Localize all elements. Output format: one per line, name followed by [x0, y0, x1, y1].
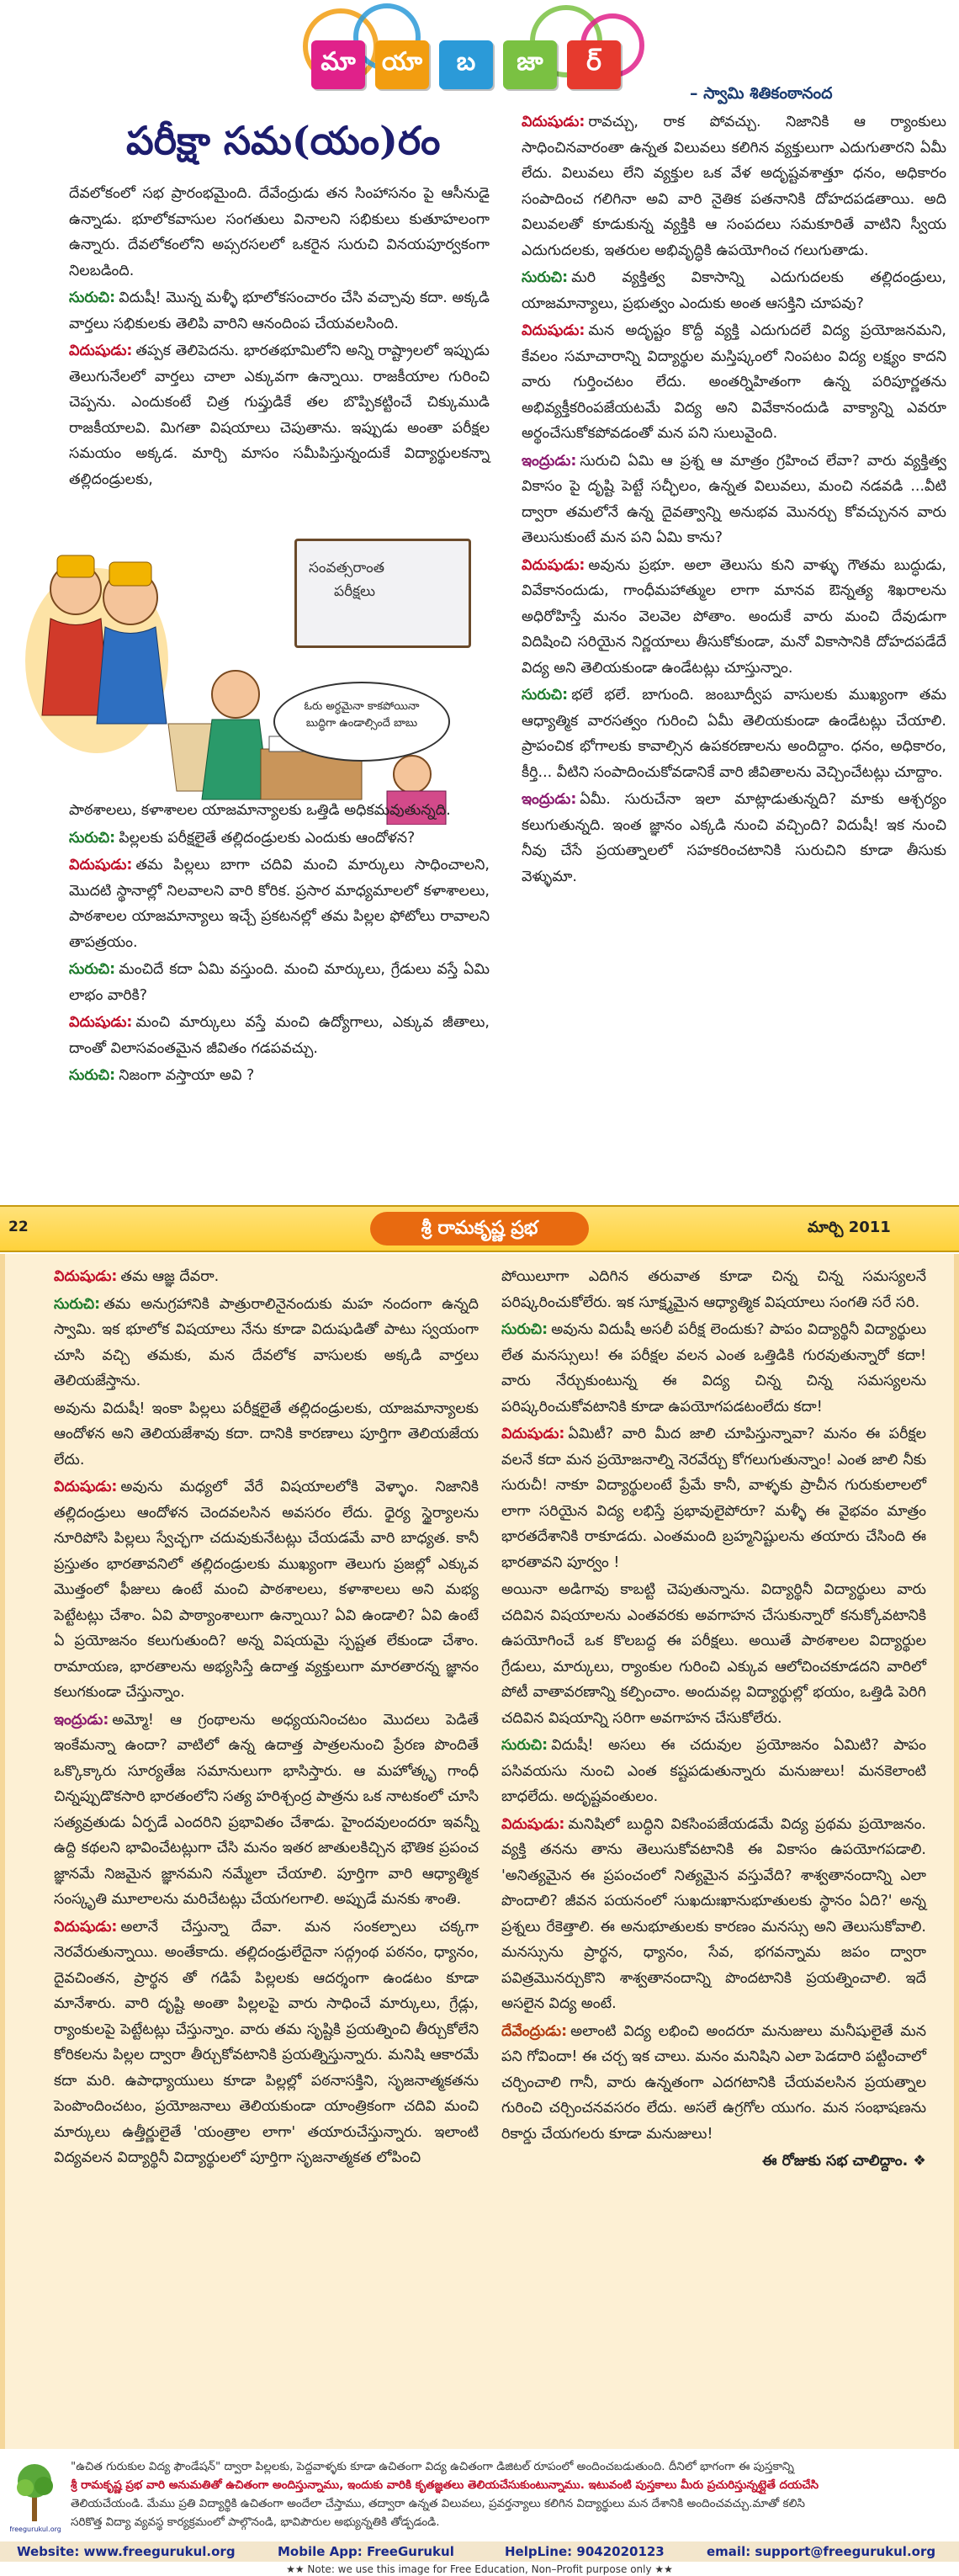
speaker-name: విదుషుడు:: [522, 322, 585, 339]
dialogue-paragraph: [54, 1474, 479, 1706]
speaker-name: విదుషుడు:: [54, 1479, 118, 1495]
page-two: [0, 1254, 959, 2449]
dialogue-text: రావచ్చు, రాక పోవచ్చు. నిజానికి ఆ ర్యాంకులు సాధించినవారంతా ఉన్నత విలువలు కలిగిన వ్యక్తులుగా ఎదుగుతారని ఏమీ లేదు. విలువలు లేని వ్యక్తుల ఒక వేళ అదృష్టవశాత్తూ ధనం, అధికారం సంపాదించ గలిగినా అవి వారి నైతిక పతనానికి దోహదపడతాయి. అది విలువలతో కూడుకున్న వ్యక్తికి ఆ సంపదలు సమకూరితే వాటిని స్వీయ ఎదుగుదలకు, ఇతరుల అభివృద్ధికి ఉపయోగించ గలుగుతాడు.: [522, 114, 946, 259]
speaker-name: దేవేంద్రుడు:: [501, 2022, 568, 2040]
dialogue-text: అవును విదుషీ! ఇంకా పిల్లలు పరీక్షలైతే తల్లిదండ్రులకు, యాజమాన్యాలకు ఆందోళన అని తెలియజేశావు కదా. దానికి కారణాలు పూర్తిగా తెలియజేయ లేదు.: [54, 1400, 479, 1469]
dialogue-paragraph: [54, 1708, 479, 1913]
dialogue-paragraph: [501, 1733, 926, 1810]
footer-description: [71, 2457, 946, 2531]
dialogue-text: విదుషీ! మొన్న మళ్ళీ భూలోకసంచారం చేసి వచ్చావు కదా. అక్కడి వార్తలు సభికులకు తెలిపి వారిని ఆనందింప చేయవలసింది.: [69, 289, 490, 332]
dialogue-paragraph: [54, 1396, 479, 1474]
dialogue-text: మన అదృష్టం కొద్దీ వ్యక్తి ఎదుగుదలే విద్య ప్రయోజనమని, కేవలం సమాచారాన్ని విద్యార్థుల మస్తిష్కంలో నింపటం విద్య లక్ష్యం కాదని వారు గుర్తించటం లేదు. అంతర్నిహితంగా ఉన్న పరిపూర్ణతను అభివ్యక్తీకరింపజేయటమే విద్య అని వివేకానందుడి వాక్యాన్ని ఎవరూ అర్థంచేసుకోకపోవడంతో మన పని సులువైంది.: [522, 322, 946, 442]
masthead-letter: మా: [311, 40, 365, 89]
dialogue-paragraph: [69, 338, 490, 492]
speaker-name: విదుషుడు:: [69, 1014, 133, 1031]
page-number: 22: [8, 1219, 29, 1235]
dialogue-text: భలే భలే. బాగుంది. జంబూద్వీప వాసులకు ముఖ్యంగా తమ ఆధ్యాత్మిక వారసత్వం గురించి ఏమీ తెలియకుండా ఉండేటట్లు చేయాలి. ప్రాపంచిక భోగాలకు కావాల్సిన ఉపకరణాలను అందిద్దాం. ధనం, అధికారం, కీర్తి... వీటిని సంపాదించుకోవడానికే వారి జీవితాలను వెచ్చించేటట్లు చూద్దాం.: [522, 687, 946, 781]
dialogue-text: విదుషీ! అసలు ఈ చదువుల ప్రయోజనం ఏమిటి? పాపం పసివయసు నుంచి ఎంత కష్టపడుతున్నారు మనుజులు! మనకెలాంటి బాధలేదు. అదృష్టవంతులం.: [501, 1737, 926, 1805]
speaker-name: సురుచి:: [501, 1321, 548, 1338]
speaker-name: విదుషుడు:: [54, 1268, 118, 1285]
dialogue-text: అవును మధ్యలో వేరే విషయాలలోకి వెళ్ళాం. నిజానికి తల్లిదండ్రులు ఆందోళన చెందవలసిన అవసరం లేదు. ధైర్య స్థైర్యాలను నూరిపోసి పిల్లలు స్వేచ్ఛగా చదువుకునేటట్లు చేయడమే వారి బాధ్యత. కానీ ప్రస్తుతం భారతావనిలో తల్లిదండ్రులకు ముఖ్యంగా తెలుగు ప్రజల్లో ఎక్కువ మొత్తంలో ఫీజులు ఉంటే మంచి పాఠశాలలు, కళాశాలలు అని మభ్య పెట్టేటట్లు చేశాం. ఏవి పాఠ్యాంశాలుగా ఉన్నాయి? ఏవి ఉండాలి? ఏవి ఉంటే ఏ ప్రయోజనం కలుగుతుంది? అన్న విషయమై స్పష్టత లేకుండా చేశాం. రామాయణ, భారతాలను అభ్యసిస్తే ఉదాత్త వ్యక్తులుగా మారతారన్న జ్ఞానం కలుగకుండా చేస్తున్నాం.: [54, 1479, 479, 1701]
issue-date: మార్చి 2011: [808, 1219, 891, 1236]
speaker-name: సురుచి:: [522, 269, 569, 286]
dialogue-text: తమ పిల్లలు బాగా చదివి మంచి మార్కులు సాధించాలని, మొదటి స్థానాల్లో నిలవాలని వారి కోరిక. ప్రసార మాధ్యమాలలో కళాశాలలు, పాఠశాలల యాజమాన్యాలు ఇచ్చే ప్రకటనల్లో తమ పిల్లల ఫోటోలు రావాలని తాపత్రయం.: [69, 857, 490, 951]
dialogue-paragraph: [522, 449, 946, 551]
dialogue-text: మరి వ్యక్తిత్వ వికాసాన్ని ఎదుగుదలకు తల్లిదండ్రులు, యాజమాన్యాలు, ప్రభుత్వం ఎందుకు అంత ఆసక్తిని చూపవు?: [522, 269, 946, 312]
speaker-name: సురుచి:: [69, 829, 116, 847]
dialogue-text: నిజంగా వస్తాయా అవి ?: [119, 1067, 255, 1084]
page-ribbon: [0, 1205, 959, 1252]
speaker-name: ఇంద్రుడు:: [522, 791, 577, 808]
masthead-logo: [303, 8, 648, 93]
dialogue-text: పోయిలూగా ఎదిగిన తరువాత కూడా చిన్న చిన్న సమస్యలనే పరిష్కరించుకోలేరు. ఇక సూక్ష్మమైన ఆధ్యాత్మిక విషయాలు సంగతి సరే సరి.: [501, 1268, 926, 1311]
masthead-letter: జా: [503, 40, 557, 89]
dialogue-text: తమ అనుగ్రహానికి పాత్రురాలినైనందుకు మహ నందంగా ఉన్నది స్వామి. ఇక భూలోక విషయాలు నేను కూడా విదుషుడితో పాటు స్వయంగా చూసి వచ్చి తమకు, మన దేవలోక వాసులకు అక్కడి వార్తలు తెలియజేస్తాను.: [54, 1295, 479, 1389]
svg-text:freegurukul.org: freegurukul.org: [10, 2526, 61, 2533]
speaker-name: సురుచి:: [69, 961, 116, 978]
speaker-name: ఇంద్రుడు:: [54, 1711, 109, 1729]
magazine-name: శ్రీ రామకృష్ణ ప్రభ: [370, 1212, 589, 1246]
dialogue-text: అయినా అడిగావు కాబట్టి చెపుతున్నాను. విద్యార్థినీ విద్యార్థులు వారు చదివిన విషయాలను ఎంతవరకు అవగాహన చేసుకున్నారో కనుక్కోవటానికి ఉపయోగించే ఒక కొలబద్ద ఈ పరీక్షలు. అయితే పాఠశాలల విద్యార్థుల గ్రేడులు, మార్కులు, ర్యాంకుల గురించి ఎక్కువ ఆలోచించకూడదని వారిలో పోటీ వాతావరణాన్ని కల్పించాం. అందువల్ల విద్యార్థుల్లో భయం, ఒత్తిడి పెరిగి చదివిన విషయాన్ని సరిగా అవగాహన చేసుకోలేరు.: [501, 1581, 926, 1727]
dialogue-paragraph: [54, 1915, 479, 2171]
dialogue-paragraph: [501, 1577, 926, 1731]
right-column: [501, 1264, 926, 2176]
dialogue-text: అమ్మో! ఆ గ్రంథాలను అధ్యయనించటం మొదలు పెడితే ఇంకేమన్నా ఉందా? వాటిలో ఉన్న ఉదాత్త పాత్రలనుంచి ప్రేరణ పొందితే ఒక్కొక్కారు సూర్యతేజ సమానులుగా భాసిస్తారు. ఆ మహోత్కృ గాంధీ చిన్నప్పుడొకసారి భారతంలోని సత్య హరిశ్చంద్ర పాత్రను ఒక నాటకంలో చూసి సత్యవ్రతుడు ఏర్పడే ఎందరిని ప్రభావితం చేశాడు. హైందవులందరూ ఇవన్నీ ఉద్ది కథలని భావించేటట్లుగా చేసి మనం ఇతర జాతులకిచ్చిన భౌతిక ప్రపంచ జ్ఞానమే నిజమైన జ్ఞానమని నమ్మేలా చేయాలి. పూర్తిగా వారి ఆధ్యాత్మిక సంస్కృతి మూలాలను మరిచేటట్లు చేయగలగాలి. అప్పుడే మనకు శాంతి.: [54, 1711, 479, 1908]
footer: [0, 2451, 959, 2576]
dialogue-text: మనిషిలో బుద్ధిని వికసింపజేయడమే విద్య ప్రథమ ప్రయోజనం. వ్యక్తి తనను తాను తెలుసుకోవటానికి ఈ వికాసం ఉపయోగపడాలి. 'అనిత్యమైన ఈ ప్రపంచంలో నిత్యమైన వస్తువేది? శాశ్వతానందాన్ని ఎలా పొందాలి? జీవన పయనంలో సుఖదుఃఖానుభూతులకు స్థానం ఏది?' అన్న ప్రశ్నలు రేకెత్తాలి. ఈ అనుభూతులకు కారణం మనస్సు అని తెలుసుకోవాలి. మనస్సును ప్రార్థన, ధ్యానం, సేవ, భగవన్నామ జపం ద్వారా పవిత్రమొనర్చుకొని శాశ్వతానందాన్ని పొందటానికి ప్రయత్నించాలి. ఇదే అసలైన విద్య అంటే.: [501, 1815, 926, 2012]
dialogue-paragraph: [69, 826, 490, 852]
dialogue-paragraph: [501, 1264, 926, 1315]
footer-line: సరికొత్త విద్యా వ్యవస్థ కార్యక్రమంలో పాల్గొనండి, భావిపౌరుల అభ్యున్నతికి తోడ్పడండి.: [71, 2515, 440, 2529]
dialogue-paragraph: [69, 1063, 490, 1089]
dialogue-text: తప్పక తెలిపెదను. భారతభూమిలోని అన్ని రాష్ట్రాలలో ఇప్పుడు తెలుగునేలలో వార్తలు చాలా ఎక్కువగా ఉన్నాయి. రాజకీయాల గురించి చెప్పను. ఎందుకంటే చిత్ర గుప్తుడికే తల బొప్పికట్టించే చిక్కుముడి రాజకీయాలవి. మిగతా విషయాలు చెపుతాను. ఇప్పుడు అంతా పరీక్షల సమయం అక్కడ. మార్చి మాసం సమీపిస్తున్నందుకే విద్యార్థులకన్నా తల్లిదండ్రులకు,: [69, 343, 490, 488]
footer-line: తెలియచేయండి. మేము ప్రతి విద్యార్థికి ఉచితంగా అందేలా చేస్తాము, తద్వారా ఉన్నత విలువలు, ప్రవర్తన్యాలు కలిగిన విద్యార్థులు మన దేశానికి అందించవచ్చు.మాతో కలిసి: [71, 2497, 805, 2510]
page-one: [0, 0, 959, 1203]
dialogue-text: దేవలోకంలో సభ ప్రారంభమైంది. దేవేంద్రుడు తన సింహాసనం పై ఆసీనుడై ఉన్నాడు. భూలోకవాసుల సంగతులు వినాలని సభికులు కుతూహలంగా ఉన్నారు. దేవలోకంలోని అప్సరసలలో ఒకరైన సురుచి వినయపూర్వకంగా నిలబడింది.: [69, 185, 490, 279]
dialogue-paragraph: [522, 683, 946, 785]
speaker-name: విదుషుడు:: [501, 1815, 565, 1833]
contact-bar: [0, 2541, 959, 2562]
dialogue-text: ఏమీ. సురుచేనా ఇలా మాట్లాడుతున్నది? మాకు ఆశ్చర్యం కలుగుతున్నది. ఇంత జ్ఞానం ఎక్కడి నుంచి వచ్చింది? విదుషీ! ఇక నుంచి నీవు చేసే ప్రయత్నాలలో సహకరించటానికి సురుచిని కూడా తీసుకు వెళ్ళుమా.: [522, 791, 946, 885]
speaker-name: సురుచి:: [54, 1295, 101, 1313]
left-column-top: [69, 181, 490, 494]
dialogue-paragraph: [54, 1264, 479, 1290]
footer-line: శ్రీ రామకృష్ణ ప్రభ వారి అనుమతితో ఉచితంగా అందిస్తున్నాము, ఇందుకు వారికి కృతజ్ఞతలు తెలియచేసుకుంటున్నాము. ఇటువంటి పుస్తకాలు మీరు ప్రచురిస్తున్నట్లైతే దయచేసి: [71, 2478, 819, 2492]
speaker-name: విదుషుడు:: [69, 857, 133, 874]
exam-blackboard: [294, 539, 471, 648]
dialogue-text: అలానే చేస్తున్నా దేవా. మన సంకల్పాలు చక్కగా నెరవేరుతున్నాయి. అంతేకాదు. తల్లిదండ్రులేదైనా సద్గ్రంథ పఠనం, ధ్యానం, దైవచింతన, ప్రార్థన తో గడిపే పిల్లలకు ఆదర్శంగా ఉండటం కూడా మానేశారు. వారి దృష్టి అంతా పిల్లలపై వారు సాధించే మార్కులు, గ్రేడ్లు, ర్యాంకులపై పెట్టేటట్లు చేస్తున్నాం. వారు తమ సృష్టికి ప్రయత్నించి తీర్చుకోలేని కోరికలను పిల్లల ద్వారా తీర్చుకోవటానికి ప్రయత్నిస్తున్నారు. మనిషి ఆకారమే కదా మరి. ఉపాధ్యాయులు కూడా పిల్లల్లో పఠనాసక్తిని, సృజనాత్మకతను పెంపొందించటం, ప్రయోజనాలు తెలియకుండా యాంత్రికంగా చదివి మంచి మార్కులు ఉత్తీర్ణులైతే 'యంత్రాల లాగా' తయారుచేస్తున్నారు. ఇలాంటి విద్యవలన విద్యార్థినీ విద్యార్థులలో పూర్తిగా సృజనాత్మకత లోపించి: [54, 1918, 479, 2166]
masthead-letter: ర్: [567, 40, 621, 89]
dialogue-text: అవును ప్రభూ. అలా తెలుసు కుని వాళ్ళు గౌతమ బుద్ధుడు, వివేకానందుడు, గాంధీమహాత్ముల లాగా మానవ ఔన్నత్య శిఖరాలను అధిరోహిస్తే మనం వెలవెల పోతాం. అందుకే వారు మంచి దేవుడుగా విదిషించి సరియైన నిర్ణయాలు తీసుకోకుండా, మనో వికాసానికి దోహదపడేదే విద్య అని తెలియకుండా ఉండేటట్లు చూస్తున్నాం.: [522, 556, 946, 677]
dialogue-paragraph: [522, 318, 946, 447]
dialogue-paragraph: [69, 1010, 490, 1061]
dialogue-paragraph: [69, 285, 490, 337]
article-title: పరీక్షా సమ(యం)రం: [126, 118, 441, 163]
left-column-bottom: [69, 798, 490, 1091]
left-column: [54, 1264, 479, 2173]
dialogue-text: మంచి మార్కులు వస్తే మంచి ఉద్యోగాలు, ఎక్కువ జీతాలు, దాంతో విలాసవంతమైన జీవితం గడపవచ్చు.: [69, 1014, 490, 1057]
speaker-name: సురుచి:: [501, 1737, 548, 1754]
speaker-name: సురుచి:: [522, 687, 569, 704]
speaker-name: విదుషుడు:: [501, 1426, 565, 1442]
dialogue-paragraph: [54, 1292, 479, 1394]
speaker-name: విదుషుడు:: [54, 1918, 118, 1936]
masthead-letter: యా: [375, 40, 429, 89]
dialogue-text: అవును విదుషీ అసలీ పరీక్ష లెందుకు? పాపం విద్యార్థినీ విద్యార్థులు లేత మనస్సులు! ఈ పరీక్షల వలన ఎంత ఒత్తిడికి గురవుతున్నారో కదా! వారు నేర్చుకుంటున్న ఈ విద్య చిన్న చిన్న సమస్యలను పరిష్కరించుకోవటానికి కూడా ఉపయోగపడటంలేదు కదా!: [501, 1321, 926, 1415]
author-byline: – స్వామి శితికంఠానంద: [690, 84, 833, 103]
speaker-name: విదుషుడు:: [69, 343, 133, 359]
mobile-app-label: Mobile App: FreeGurukul: [278, 2544, 454, 2559]
masthead-letter: బ: [439, 40, 493, 89]
dialogue-text: సురుచి ఏమి ఆ ప్రశ్న ఆ మాత్రం గ్రహించ లేవా? వారు వ్యక్తిత్వ వికాసం పై దృష్టి పెట్టే సచ్ఛీలం, ఉన్నత విలువలు, మంచి నడవడి ...వీటి ద్వారా తమలోనే ఉన్న దైవత్వాన్ని అనుభవ మొనర్చు కోవచ్చునన వారు తెలుసుకుంటే మన పని ఏమి కాను?: [522, 452, 946, 546]
dialogue-paragraph: [69, 181, 490, 284]
board-line: సంవత్సరాంత: [309, 560, 384, 576]
footer-line: "ఉచిత గురుకుల విద్య ఫౌండేషన్" ద్వారా పిల్లలకు, పెద్దవాళ్ళకు కూడా ఉచితంగా విద్య ఉచితంగా డిజిటల్ రూపంలో అందించబడుతుంది. దీనిలో భాగంగా ఈ పుస్తకాన్ని: [71, 2460, 794, 2473]
support-email[interactable]: email: support@freegurukul.org: [707, 2544, 936, 2559]
speaker-name: విదుషుడు:: [522, 556, 585, 574]
board-text: [309, 556, 384, 603]
helpline-number: HelpLine: 9042020123: [505, 2544, 665, 2559]
dialogue-text: అలాంటి విద్య లభించి అందరూ మనుజులు మనీషులైతే మన పని గోవిందా! ఈ చర్చ ఇక చాలు. మనం మనిషిని ఎలా పెడదారి పట్టించాలో చర్చించాలి గానీ, వారు ఉన్నతంగా ఎదగటానికి చేయవలసిన ప్రయత్నాల గురించి చర్చించనవసరం లేదు. అసలే ఉగ్రగోల యుగం. మన సంభాషణను రికార్డు చేయగలరు కూడా మనుజులు!: [501, 2022, 926, 2143]
dialogue-paragraph: [522, 109, 946, 263]
board-line: పరీక్షలు: [334, 583, 375, 600]
website-link[interactable]: Website: www.freegurukul.org: [17, 2544, 236, 2559]
dialogue-text: మంచిదే కదా ఏమి వస్తుంది. మంచి మార్కులు, గ్రేడులు వస్తే ఏమి లాభం వారికి?: [69, 961, 490, 1004]
dialogue-paragraph: [522, 787, 946, 890]
speaker-name: ఇంద్రుడు:: [522, 452, 577, 470]
dialogue-paragraph: [501, 2019, 926, 2148]
dialogue-paragraph: [501, 1421, 926, 1575]
dialogue-paragraph: [69, 957, 490, 1008]
tree-icon: [10, 2457, 61, 2535]
dialogue-paragraph: [69, 798, 490, 824]
dialogue-paragraph: [522, 265, 946, 316]
dialogue-paragraph: [501, 1317, 926, 1420]
speaker-name: విదుషుడు:: [522, 114, 585, 130]
dialogue-text: తమ ఆజ్ఞ దేవరా.: [120, 1268, 220, 1285]
dialogue-paragraph: [69, 852, 490, 955]
closing-line: ఈ రోజుకు సభ చాలిద్దాం. ❖: [762, 2153, 926, 2170]
usage-note: ★★ Note: we use this image for Free Education, Non–Profit purpose only ★★: [286, 2563, 673, 2575]
right-column: [522, 109, 946, 891]
dialogue-paragraph: [501, 1812, 926, 2017]
dialogue-text: ఏమిటీ? వారి మీద జాలి చూపిస్తున్నావా? మనం ఈ పరీక్షల వలనే కదా మన ప్రయోజనాల్ని నెరవేర్చు కోగలుగుతున్నాం! ఎంత జాలి నీకు సురుచీ! నాకూ విద్యార్థులంటే ప్రేమే కానీ, వాళ్ళకు ప్రాచీన గురుకులాలలో లాగా సరియైన విద్య లభిస్తే ప్రభావులైపోరూ? మళ్ళీ ఈ వైభవం మాత్రం భారతదేశానికి రాకూడదు. ఎంతమంది బ్రహ్మనిష్టులను తయారు చేసింది ఈ భారతావని పూర్వం !: [501, 1426, 926, 1571]
speaker-name: సురుచి:: [69, 1067, 116, 1084]
dialogue-text: పిల్లలకు పరీక్షలైతే తల్లిదండ్రులకు ఎందుకు ఆందోళన?: [119, 829, 416, 847]
cartoon-illustration: [17, 522, 492, 825]
dialogue-paragraph: [522, 553, 946, 682]
dialogue-text: పాఠశాలలు, కళాశాలల యాజమాన్యాలకు ఒత్తిడి అధికమవుతున్నది.: [69, 802, 451, 819]
freegurukul-logo: [10, 2457, 61, 2535]
speaker-name: సురుచి:: [69, 289, 116, 306]
speech-bubble: ఓరు అర్ధమైనా కాకపోయినా బుద్ధిగా ఉండాల్సిందే బాబు: [273, 682, 450, 762]
